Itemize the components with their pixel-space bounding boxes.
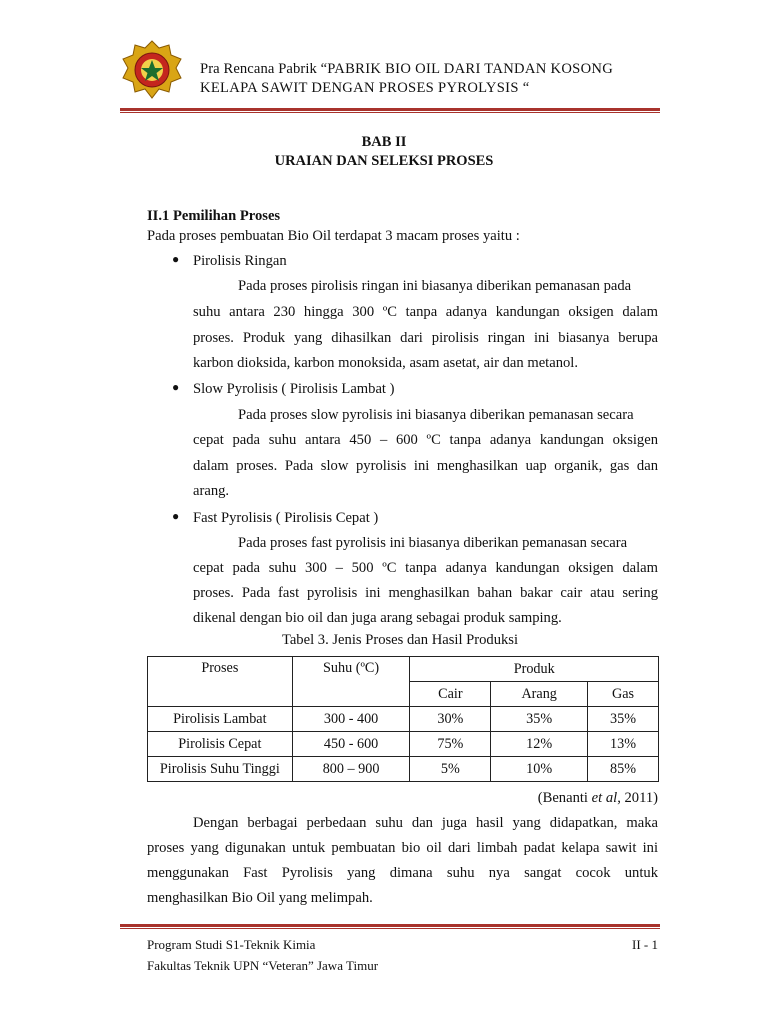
- cell-proses: Pirolisis Suhu Tinggi: [148, 757, 293, 782]
- header-suhu: Suhu (ºC): [292, 657, 410, 707]
- cell-gas: 85%: [588, 757, 659, 782]
- citation-suffix: , 2011): [617, 790, 658, 806]
- paragraph-line: Pada proses pirolisis ringan ini biasanya diberikan pemanasan pada: [238, 278, 632, 294]
- bullet-icon: ●: [172, 252, 180, 266]
- citation-et-al: et al: [591, 790, 618, 806]
- table-row: [148, 707, 659, 732]
- header-title-line2: KELAPA SAWIT DENGAN PROSES PYROLYSIS “: [200, 80, 530, 96]
- table-row: [148, 732, 659, 757]
- conclusion-line: Dengan berbagai perbedaan suhu dan juga hasil yang didapatkan, maka: [193, 815, 658, 831]
- header-title-line1: PABRIK BIO OIL DARI TANDAN KOSONG: [327, 61, 614, 77]
- header-arang: Arang: [491, 682, 588, 707]
- page-number: II - 1: [632, 937, 658, 952]
- footer-divider: [120, 924, 660, 927]
- header-divider: [120, 108, 660, 111]
- bullet-title-slow-pyrolisis: Slow Pyrolisis ( Pirolisis Lambat ): [193, 381, 395, 397]
- paragraph-line: karbon dioksida, karbon monoksida, asam asetat, air dan metanol.: [193, 355, 579, 371]
- cell-proses: Pirolisis Lambat: [148, 707, 293, 732]
- cell-suhu: 300 - 400: [292, 707, 410, 732]
- cell-arang: 35%: [491, 707, 588, 732]
- cell-arang: 10%: [491, 757, 588, 782]
- header-produk: Produk: [410, 657, 659, 682]
- university-seal-icon: [121, 40, 183, 102]
- chapter-number: BAB II: [361, 134, 407, 150]
- table-header-row: [148, 657, 659, 682]
- cell-gas: 13%: [588, 732, 659, 757]
- section-intro: Pada proses pembuatan Bio Oil terdapat 3 macam proses yaitu :: [147, 228, 520, 244]
- table-citation: [538, 785, 658, 811]
- conclusion-line: proses yang digunakan untuk pembuatan bio oil dari limbah padat kelapa sawit ini: [147, 840, 658, 856]
- paragraph-line: cepat pada suhu antara 450 – 600 ºC tanpa adanya kandungan oksigen: [193, 432, 658, 448]
- paragraph-line: arang.: [193, 483, 230, 499]
- paragraph-line: proses. Pada fast pyrolisis ini menghasilkan bahan bakar cair atau sering: [193, 585, 658, 601]
- conclusion-line: menghasilkan Bio Oil yang melimpah.: [147, 890, 373, 906]
- bullet-icon: ●: [172, 380, 180, 394]
- bullet-title-pirolisis-ringan: Pirolisis Ringan: [193, 253, 287, 269]
- cell-suhu: 450 - 600: [292, 732, 410, 757]
- cell-cair: 75%: [410, 732, 491, 757]
- paragraph-line: Pada proses fast pyrolisis ini biasanya diberikan pemanasan secara: [238, 535, 628, 551]
- process-table: [147, 656, 659, 782]
- chapter-title: URAIAN DAN SELEKSI PROSES: [274, 153, 494, 169]
- header-gas: Gas: [588, 682, 659, 707]
- paragraph-line: dalam proses. Pada slow pyrolisis ini menghasilkan uap organik, gas dan: [193, 458, 658, 474]
- cell-cair: 30%: [410, 707, 491, 732]
- paragraph-line: Pada proses slow pyrolisis ini biasanya diberikan pemanasan secara: [238, 407, 634, 423]
- footer-faculty: Fakultas Teknik UPN “Veteran” Jawa Timur: [147, 958, 379, 973]
- cell-proses: Pirolisis Cepat: [148, 732, 293, 757]
- table-caption: Tabel 3. Jenis Proses dan Hasil Produksi: [281, 632, 519, 648]
- header-proses: Proses: [148, 657, 293, 707]
- cell-cair: 5%: [410, 757, 491, 782]
- bullet-title-fast-pyrolisis: Fast Pyrolisis ( Pirolisis Cepat ): [193, 510, 379, 526]
- document-header: [200, 60, 613, 98]
- cell-gas: 35%: [588, 707, 659, 732]
- header-cair: Cair: [410, 682, 491, 707]
- paragraph-line: suhu antara 230 hingga 300 ºC tanpa adanya kandungan oksigen dalam: [193, 304, 658, 320]
- citation-prefix: (Benanti: [537, 790, 592, 806]
- cell-arang: 12%: [491, 732, 588, 757]
- footer-divider-thin: [120, 928, 660, 929]
- table-row: [148, 757, 659, 782]
- paragraph-line: cepat pada suhu 300 – 500 ºC tanpa adanya kandungan oksigen dalam: [193, 560, 658, 576]
- section-heading: II.1 Pemilihan Proses: [147, 208, 281, 224]
- header-divider-thin: [120, 112, 660, 113]
- paragraph-line: dikenal dengan bio oil dan juga arang sebagai produk samping.: [193, 610, 562, 626]
- bullet-icon: ●: [172, 509, 180, 523]
- conclusion-line: menggunakan Fast Pyrolisis yang dimana suhu nya sangat cocok untuk: [147, 865, 658, 881]
- paragraph-line: proses. Produk yang dihasilkan dari pirolisis ringan ini biasanya berupa: [193, 330, 658, 346]
- header-prefix: Pra Rencana Pabrik “: [200, 61, 328, 77]
- footer-program: Program Studi S1-Teknik Kimia: [147, 937, 316, 952]
- cell-suhu: 800 – 900: [292, 757, 410, 782]
